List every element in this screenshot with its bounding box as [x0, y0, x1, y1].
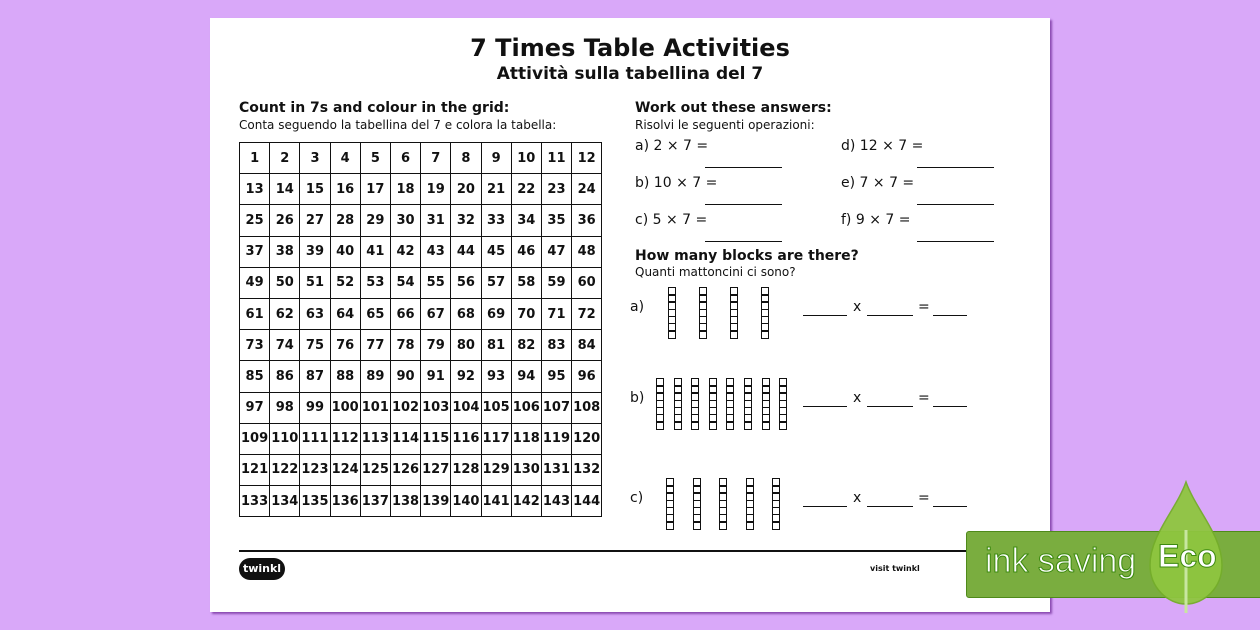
- grid-cell[interactable]: 101: [360, 392, 390, 423]
- answer-blank[interactable]: [803, 315, 847, 316]
- block: [709, 421, 717, 430]
- grid-cell[interactable]: 61: [240, 298, 270, 329]
- answers-subheading: Risolvi le seguenti operazioni:: [635, 118, 815, 132]
- grid-cell[interactable]: 34: [511, 205, 541, 236]
- blocks-heading: How many blocks are there?: [635, 248, 859, 264]
- block-column: [668, 287, 676, 337]
- grid-cell[interactable]: 63: [300, 298, 330, 329]
- twinkl-logo: twinkl: [239, 558, 285, 580]
- question: d) 12 × 7 =: [841, 138, 924, 154]
- grid-cell[interactable]: 7: [421, 143, 451, 174]
- grid-cell[interactable]: 94: [511, 361, 541, 392]
- block-column: [666, 478, 674, 528]
- grid-cell[interactable]: 37: [240, 236, 270, 267]
- grid-cell[interactable]: 3: [300, 143, 330, 174]
- block: [719, 521, 727, 530]
- grid-cell[interactable]: 55: [421, 267, 451, 298]
- grid-cell[interactable]: 97: [240, 392, 270, 423]
- grid-cell[interactable]: 81: [481, 330, 511, 361]
- grid-cell[interactable]: 53: [360, 267, 390, 298]
- grid-cell[interactable]: 138: [390, 486, 420, 517]
- grid-cell[interactable]: 54: [390, 267, 420, 298]
- grid-cell[interactable]: 93: [481, 361, 511, 392]
- block-column: [772, 478, 780, 528]
- grid-cell[interactable]: 85: [240, 361, 270, 392]
- grid-cell[interactable]: 19: [421, 174, 451, 205]
- grid-cell[interactable]: 78: [390, 330, 420, 361]
- ink-saving-label: ink saving: [985, 542, 1137, 580]
- block: [668, 330, 676, 339]
- equals-sign: =: [918, 390, 930, 406]
- grid-cell[interactable]: 31: [421, 205, 451, 236]
- grid-cell[interactable]: 131: [541, 454, 571, 485]
- grid-cell[interactable]: 48: [572, 236, 602, 267]
- block: [762, 421, 770, 430]
- grid-cell[interactable]: 98: [270, 392, 300, 423]
- grid-cell[interactable]: 113: [360, 423, 390, 454]
- grid-cell[interactable]: 76: [330, 330, 360, 361]
- grid-cell[interactable]: 79: [421, 330, 451, 361]
- grid-cell[interactable]: 68: [451, 298, 481, 329]
- grid-cell[interactable]: 44: [451, 236, 481, 267]
- question: c) 5 × 7 =: [635, 212, 708, 228]
- grid-cell[interactable]: 10: [511, 143, 541, 174]
- grid-cell[interactable]: 77: [360, 330, 390, 361]
- grid-cell[interactable]: 87: [300, 361, 330, 392]
- grid-cell[interactable]: 124: [330, 454, 360, 485]
- answer-blank[interactable]: [917, 204, 994, 205]
- grid-cell[interactable]: 139: [421, 486, 451, 517]
- grid-cell[interactable]: 59: [541, 267, 571, 298]
- grid-cell[interactable]: 46: [511, 236, 541, 267]
- grid-cell[interactable]: 116: [451, 423, 481, 454]
- grid-cell[interactable]: 6: [390, 143, 420, 174]
- grid-cell[interactable]: 13: [240, 174, 270, 205]
- grid-cell[interactable]: 104: [451, 392, 481, 423]
- grid-cell[interactable]: 125: [360, 454, 390, 485]
- grid-cell[interactable]: 99: [300, 392, 330, 423]
- grid-cell[interactable]: 30: [390, 205, 420, 236]
- block-column: [746, 478, 754, 528]
- block: [726, 421, 734, 430]
- grid-cell[interactable]: 107: [541, 392, 571, 423]
- grid-cell[interactable]: 126: [390, 454, 420, 485]
- grid-cell[interactable]: 95: [541, 361, 571, 392]
- grid-cell[interactable]: 69: [481, 298, 511, 329]
- grid-cell[interactable]: 80: [451, 330, 481, 361]
- grid-cell[interactable]: 65: [360, 298, 390, 329]
- grid-cell[interactable]: 40: [330, 236, 360, 267]
- answer-blank[interactable]: [933, 406, 967, 407]
- grid-cell[interactable]: 12: [572, 143, 602, 174]
- grid-cell[interactable]: 64: [330, 298, 360, 329]
- grid-cell[interactable]: 32: [451, 205, 481, 236]
- block-column: [693, 478, 701, 528]
- block: [746, 521, 754, 530]
- block-column: [730, 287, 738, 337]
- page-subtitle: Attività sulla tabellina del 7: [496, 64, 764, 84]
- grid-cell[interactable]: 66: [390, 298, 420, 329]
- grid-cell[interactable]: 47: [541, 236, 571, 267]
- grid-cell[interactable]: 102: [390, 392, 420, 423]
- grid-cell[interactable]: 16: [330, 174, 360, 205]
- grid-cell[interactable]: 96: [572, 361, 602, 392]
- grid-cell[interactable]: 134: [270, 486, 300, 517]
- block: [656, 421, 664, 430]
- grid-cell[interactable]: 132: [572, 454, 602, 485]
- grid-cell[interactable]: 109: [240, 423, 270, 454]
- grid-cell[interactable]: 21: [481, 174, 511, 205]
- grid-cell[interactable]: 56: [451, 267, 481, 298]
- answers-heading: Work out these answers:: [635, 100, 832, 116]
- block-column: [726, 378, 734, 428]
- answer-blank[interactable]: [705, 241, 782, 242]
- answer-blank[interactable]: [933, 506, 967, 507]
- block-label: c): [630, 490, 644, 506]
- footer-divider: [239, 550, 1021, 552]
- grid-cell[interactable]: 60: [572, 267, 602, 298]
- grid-cell[interactable]: 70: [511, 298, 541, 329]
- block-column: [779, 378, 787, 428]
- grid-cell[interactable]: 74: [270, 330, 300, 361]
- grid-cell[interactable]: 42: [390, 236, 420, 267]
- block-column: [762, 378, 770, 428]
- question: e) 7 × 7 =: [841, 175, 915, 191]
- grid-cell[interactable]: 142: [511, 486, 541, 517]
- block: [744, 421, 752, 430]
- block: [779, 421, 787, 430]
- grid-cell[interactable]: 14: [270, 174, 300, 205]
- grid-cell[interactable]: 5: [360, 143, 390, 174]
- grid-cell[interactable]: 100: [330, 392, 360, 423]
- grid-cell[interactable]: 128: [451, 454, 481, 485]
- block-column: [719, 478, 727, 528]
- times-sign: x: [853, 490, 862, 506]
- grid-heading: Count in 7s and colour in the grid:: [239, 100, 510, 116]
- answer-blank[interactable]: [867, 315, 913, 316]
- question: a) 2 × 7 =: [635, 138, 709, 154]
- block: [761, 330, 769, 339]
- grid-cell[interactable]: 143: [541, 486, 571, 517]
- grid-cell[interactable]: 84: [572, 330, 602, 361]
- grid-cell[interactable]: 141: [481, 486, 511, 517]
- times-sign: x: [853, 299, 862, 315]
- grid-cell[interactable]: 1: [240, 143, 270, 174]
- times-sign: x: [853, 390, 862, 406]
- grid-cell[interactable]: 133: [240, 486, 270, 517]
- grid-cell[interactable]: 114: [390, 423, 420, 454]
- grid-cell[interactable]: 86: [270, 361, 300, 392]
- grid-cell[interactable]: 27: [300, 205, 330, 236]
- answer-blank[interactable]: [803, 406, 847, 407]
- grid-cell[interactable]: 121: [240, 454, 270, 485]
- grid-cell[interactable]: 11: [541, 143, 571, 174]
- page-title: 7 Times Table Activities: [470, 34, 790, 62]
- grid-cell[interactable]: 127: [421, 454, 451, 485]
- grid-cell[interactable]: 2: [270, 143, 300, 174]
- block: [772, 521, 780, 530]
- grid-cell[interactable]: 137: [360, 486, 390, 517]
- grid-cell[interactable]: 92: [451, 361, 481, 392]
- grid-cell[interactable]: 20: [451, 174, 481, 205]
- grid-cell[interactable]: 39: [300, 236, 330, 267]
- grid-cell[interactable]: 36: [572, 205, 602, 236]
- grid-cell[interactable]: 111: [300, 423, 330, 454]
- grid-cell[interactable]: 144: [572, 486, 602, 517]
- grid-cell[interactable]: 135: [300, 486, 330, 517]
- block-column: [744, 378, 752, 428]
- grid-cell[interactable]: 17: [360, 174, 390, 205]
- question: f) 9 × 7 =: [841, 212, 911, 228]
- block-column: [656, 378, 664, 428]
- block-label: b): [630, 390, 645, 406]
- grid-cell[interactable]: 26: [270, 205, 300, 236]
- grid-cell[interactable]: 130: [511, 454, 541, 485]
- grid-cell[interactable]: 24: [572, 174, 602, 205]
- grid-cell[interactable]: 58: [511, 267, 541, 298]
- grid-cell[interactable]: 122: [270, 454, 300, 485]
- grid-cell[interactable]: 103: [421, 392, 451, 423]
- grid-cell[interactable]: 23: [541, 174, 571, 205]
- grid-cell[interactable]: 120: [572, 423, 602, 454]
- grid-cell[interactable]: 51: [300, 267, 330, 298]
- grid-cell[interactable]: 38: [270, 236, 300, 267]
- grid-cell[interactable]: 118: [511, 423, 541, 454]
- grid-cell[interactable]: 73: [240, 330, 270, 361]
- answer-blank[interactable]: [705, 167, 782, 168]
- answer-blank[interactable]: [933, 315, 967, 316]
- block-column: [699, 287, 707, 337]
- grid-cell[interactable]: 75: [300, 330, 330, 361]
- grid-cell[interactable]: 110: [270, 423, 300, 454]
- answer-blank[interactable]: [705, 204, 782, 205]
- grid-cell[interactable]: 112: [330, 423, 360, 454]
- equals-sign: =: [918, 299, 930, 315]
- grid-cell[interactable]: 108: [572, 392, 602, 423]
- grid-cell[interactable]: 105: [481, 392, 511, 423]
- grid-cell[interactable]: 8: [451, 143, 481, 174]
- grid-cell[interactable]: 115: [421, 423, 451, 454]
- answer-blank[interactable]: [917, 167, 994, 168]
- grid-cell[interactable]: 43: [421, 236, 451, 267]
- grid-cell[interactable]: 82: [511, 330, 541, 361]
- grid-cell[interactable]: 88: [330, 361, 360, 392]
- grid-cell[interactable]: 50: [270, 267, 300, 298]
- equals-sign: =: [918, 490, 930, 506]
- grid-cell[interactable]: 35: [541, 205, 571, 236]
- grid-cell[interactable]: 72: [572, 298, 602, 329]
- grid-cell[interactable]: 123: [300, 454, 330, 485]
- block-column: [691, 378, 699, 428]
- hundred-grid: [239, 142, 602, 517]
- answer-blank[interactable]: [867, 506, 913, 507]
- question: b) 10 × 7 =: [635, 175, 718, 191]
- grid-cell[interactable]: 22: [511, 174, 541, 205]
- footer-visit[interactable]: visit twinkl: [870, 564, 920, 573]
- grid-cell[interactable]: 106: [511, 392, 541, 423]
- worksheet: [210, 18, 1050, 612]
- grid-cell[interactable]: 33: [481, 205, 511, 236]
- block: [666, 521, 674, 530]
- grid-cell[interactable]: 45: [481, 236, 511, 267]
- block: [691, 421, 699, 430]
- answer-blank[interactable]: [803, 506, 847, 507]
- grid-cell[interactable]: 4: [330, 143, 360, 174]
- grid-cell[interactable]: 15: [300, 174, 330, 205]
- answer-blank[interactable]: [917, 241, 994, 242]
- grid-cell[interactable]: 89: [360, 361, 390, 392]
- grid-cell[interactable]: 9: [481, 143, 511, 174]
- grid-cell[interactable]: 129: [481, 454, 511, 485]
- grid-cell[interactable]: 29: [360, 205, 390, 236]
- block-column: [761, 287, 769, 337]
- grid-cell[interactable]: 28: [330, 205, 360, 236]
- grid-cell[interactable]: 52: [330, 267, 360, 298]
- block: [730, 330, 738, 339]
- block-column: [709, 378, 717, 428]
- block: [674, 421, 682, 430]
- block-label: a): [630, 299, 645, 315]
- block-column: [674, 378, 682, 428]
- grid-cell[interactable]: 25: [240, 205, 270, 236]
- block: [693, 521, 701, 530]
- grid-cell[interactable]: 91: [421, 361, 451, 392]
- grid-cell[interactable]: 119: [541, 423, 571, 454]
- grid-cell[interactable]: 140: [451, 486, 481, 517]
- grid-subheading: Conta seguendo la tabellina del 7 e colora la tabella:: [239, 118, 557, 132]
- grid-cell[interactable]: 67: [421, 298, 451, 329]
- grid-cell[interactable]: 41: [360, 236, 390, 267]
- grid-cell[interactable]: 18: [390, 174, 420, 205]
- grid-cell[interactable]: 62: [270, 298, 300, 329]
- grid-cell[interactable]: 117: [481, 423, 511, 454]
- grid-cell[interactable]: 83: [541, 330, 571, 361]
- grid-cell[interactable]: 71: [541, 298, 571, 329]
- eco-label: Eco: [1158, 538, 1217, 574]
- block: [699, 330, 707, 339]
- grid-cell[interactable]: 136: [330, 486, 360, 517]
- blocks-subheading: Quanti mattoncini ci sono?: [635, 265, 796, 279]
- grid-cell[interactable]: 57: [481, 267, 511, 298]
- grid-cell[interactable]: 49: [240, 267, 270, 298]
- grid-cell[interactable]: 90: [390, 361, 420, 392]
- answer-blank[interactable]: [867, 406, 913, 407]
